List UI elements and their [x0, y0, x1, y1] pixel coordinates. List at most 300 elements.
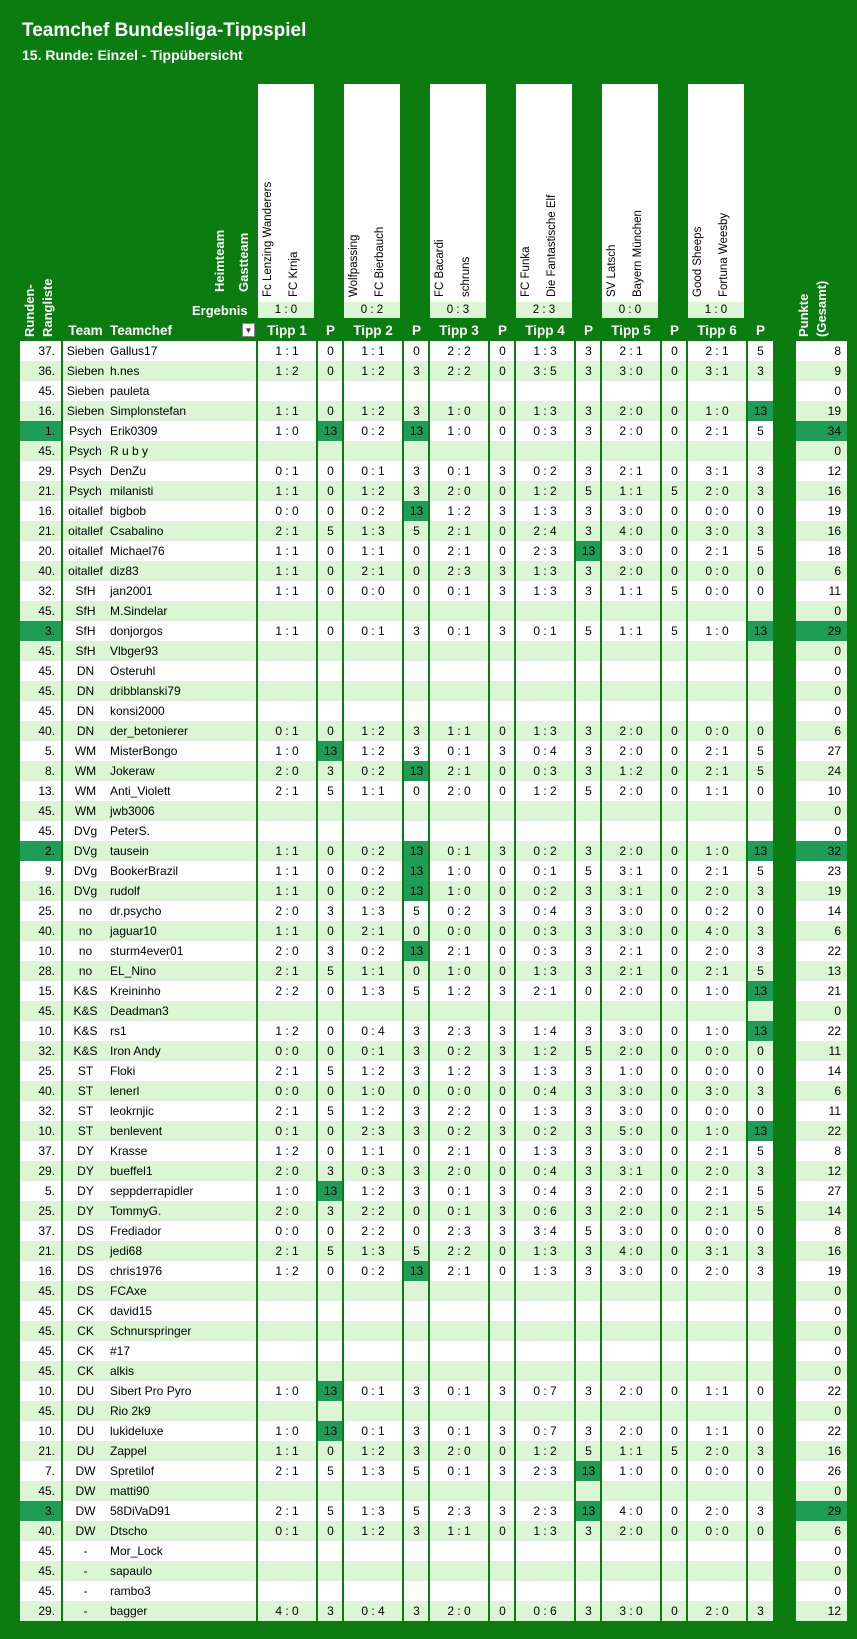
cell: 3: [413, 1124, 420, 1138]
cell: [576, 1541, 601, 1561]
cell: 0: [671, 404, 678, 418]
cell: 2 : 1: [705, 344, 729, 358]
cell: [688, 1301, 746, 1321]
runden-label-line2: Rangliste: [40, 278, 55, 337]
cell: 0: [834, 804, 841, 818]
cell: 1 : 2: [533, 484, 557, 498]
cell: 1 : 1: [275, 844, 299, 858]
cell: 0: [327, 1124, 334, 1138]
cell: 16.: [38, 1264, 55, 1278]
cell: DS: [77, 1244, 94, 1258]
cell: [404, 801, 429, 821]
cell: 0 : 4: [533, 1184, 557, 1198]
cell: Gallus17: [110, 344, 158, 358]
away-team-label: FC Bierbauch: [374, 226, 386, 297]
cell: 3: [499, 1064, 506, 1078]
cell: 1 : 3: [533, 964, 557, 978]
cell: Sieben: [66, 384, 105, 398]
cell: 3 : 0: [619, 364, 643, 378]
cell: 3: [327, 1204, 334, 1218]
cell: 0: [671, 784, 678, 798]
cell: 3: [585, 744, 592, 758]
cell: dr.psycho: [110, 904, 162, 918]
cell: 3: [585, 524, 592, 538]
cell: [662, 1361, 687, 1381]
cell: 45.: [38, 1004, 55, 1018]
cell: 3 : 0: [705, 1084, 729, 1098]
cell: 2 : 1: [275, 524, 299, 538]
cell: DU: [76, 1424, 95, 1438]
cell: 0: [671, 1264, 678, 1278]
cell: ST: [77, 1104, 94, 1118]
cell: 2 : 1: [447, 1144, 471, 1158]
cell: 0: [671, 1164, 678, 1178]
cell: 0: [834, 1584, 841, 1598]
cell: 1 : 3: [361, 1504, 385, 1518]
page-title: Teamchef Bundesliga-Tippspiel: [22, 20, 307, 41]
cell: K&S: [73, 984, 98, 998]
cell: 16.: [38, 504, 55, 518]
cell: 0: [499, 484, 506, 498]
cell: 0 : 3: [533, 944, 557, 958]
cell: [662, 1561, 687, 1581]
cell: 0: [499, 724, 506, 738]
cell: 5: [757, 344, 764, 358]
cell: [258, 1001, 316, 1021]
cell: [318, 641, 343, 661]
cell: 5: [757, 964, 764, 978]
cell: 0: [834, 1484, 841, 1498]
cell: [662, 1001, 687, 1021]
cell: 1 : 1: [275, 564, 299, 578]
cell: donjorgos: [110, 624, 163, 638]
cell: lenerl: [110, 1084, 140, 1098]
cell: 2 : 1: [619, 964, 643, 978]
cell: [662, 441, 687, 461]
home-team-label: Fc Lenzing Wanderers: [262, 181, 274, 297]
cell: 37.: [38, 1224, 55, 1238]
cell: 0: [671, 1604, 678, 1618]
cell: [688, 641, 746, 661]
cell: 0: [671, 924, 678, 938]
cell: 1 : 0: [275, 744, 299, 758]
cell: 0: [671, 544, 678, 558]
cell: 13: [404, 421, 429, 441]
cell: 1 : 2: [361, 724, 385, 738]
cell: 5: [327, 784, 334, 798]
cell: 0: [757, 1104, 764, 1118]
cell: 2 : 1: [275, 1104, 299, 1118]
cell: 0 : 0: [705, 1524, 729, 1538]
cell: [602, 1561, 660, 1581]
cell: [688, 601, 746, 621]
cell: 2 : 1: [705, 544, 729, 558]
cell: 3: [413, 404, 420, 418]
cell: 7.: [44, 1464, 55, 1478]
cell: 2 : 1: [705, 1204, 729, 1218]
cell: 13: [404, 841, 429, 861]
cell: 13: [318, 741, 343, 761]
cell: sturm4ever01: [110, 944, 184, 958]
cell: [516, 681, 574, 701]
cell: 0: [327, 884, 334, 898]
cell: DN: [76, 684, 95, 698]
cell: 3: [585, 564, 592, 578]
cell: 1 : 3: [361, 1464, 385, 1478]
cell: MisterBongo: [110, 744, 178, 758]
cell: 0: [499, 884, 506, 898]
cell: 2 : 1: [705, 1184, 729, 1198]
cell: 3: [327, 764, 334, 778]
cell: 8: [834, 1224, 841, 1238]
cell: 3: [499, 1504, 506, 1518]
cell: 0: [757, 904, 764, 918]
cell: [516, 381, 574, 401]
cell: 1 : 0: [705, 844, 729, 858]
cell: 1 : 1: [275, 864, 299, 878]
p-header: P: [583, 323, 593, 338]
cell: [662, 1541, 687, 1561]
cell: 5: [585, 784, 592, 798]
cell: [602, 821, 660, 841]
cell: 3 : 1: [705, 364, 729, 378]
cell: 0: [757, 1064, 764, 1078]
cell: 1 : 0: [275, 1384, 299, 1398]
cell: dribblanski79: [110, 684, 181, 698]
cell: 3: [757, 924, 764, 938]
cell: 0 : 2: [533, 464, 557, 478]
cell: [576, 441, 601, 461]
cell: 3: [585, 344, 592, 358]
cell: [748, 661, 773, 681]
cell: 3: [757, 484, 764, 498]
cell: 18: [827, 544, 841, 558]
cell: 40.: [38, 1084, 55, 1098]
cell: [516, 1361, 574, 1381]
cell: 1 : 0: [447, 864, 471, 878]
away-team-label: Die Fantastische Elf: [546, 194, 558, 297]
cell: [576, 1361, 601, 1381]
cell: 32.: [38, 584, 55, 598]
match-result: 0 : 3: [430, 302, 486, 318]
cell: [318, 821, 343, 841]
cell: 0: [499, 784, 506, 798]
cell: CK: [77, 1344, 94, 1358]
cell: [748, 1361, 773, 1381]
cell: 1 : 0: [275, 1184, 299, 1198]
cell: 2 : 3: [447, 1224, 471, 1238]
cell: [516, 1481, 574, 1501]
cell: [688, 1361, 746, 1381]
cell: DY: [77, 1204, 94, 1218]
cell: 3: [413, 1044, 420, 1058]
cell: DN: [76, 704, 95, 718]
cell: [662, 661, 687, 681]
cell: Erik0309: [110, 424, 158, 438]
cell: [258, 801, 316, 821]
cell: [576, 1481, 601, 1501]
cell: 1 : 0: [705, 404, 729, 418]
cell: 13: [748, 1021, 773, 1041]
cell: konsi2000: [110, 704, 165, 718]
cell: 2 : 0: [705, 1164, 729, 1178]
cell: 2.: [20, 841, 61, 861]
cell: 2 : 0: [447, 1604, 471, 1618]
cell: 1 : 0: [275, 424, 299, 438]
cell: 3: [585, 464, 592, 478]
cell: 3: [585, 1264, 592, 1278]
cell: [318, 601, 343, 621]
cell: Spretilof: [110, 1464, 155, 1478]
cell: [430, 641, 488, 661]
cell: 1 : 3: [361, 984, 385, 998]
cell: [490, 1541, 515, 1561]
cell: Psych: [69, 424, 102, 438]
cell: 13: [318, 421, 343, 441]
cell: 1 : 1: [275, 884, 299, 898]
cell: [748, 1541, 773, 1561]
cell: [576, 1321, 601, 1341]
cell: [748, 1281, 773, 1301]
cell: 25.: [38, 1204, 55, 1218]
cell: 3: [757, 1264, 764, 1278]
cell: 5: [327, 1064, 334, 1078]
cell: rs1: [110, 1024, 127, 1038]
cell: [516, 1401, 574, 1421]
cell: 1 : 2: [275, 1144, 299, 1158]
cell: 0 : 0: [705, 1224, 729, 1238]
cell: [490, 661, 515, 681]
cell: 13: [318, 1381, 343, 1401]
cell: [576, 801, 601, 821]
cell: 5: [757, 1184, 764, 1198]
cell: 13: [404, 861, 429, 881]
cell: 2 : 3: [447, 1024, 471, 1038]
cell: [430, 1401, 488, 1421]
cell: 2 : 0: [619, 1384, 643, 1398]
cell: 0: [671, 1384, 678, 1398]
green-band: [847, 340, 857, 1639]
cell: [748, 1581, 773, 1601]
cell: 3: [499, 984, 506, 998]
cell: 0: [327, 504, 334, 518]
cell: 0 : 0: [705, 1104, 729, 1118]
cell: [318, 1321, 343, 1341]
cell: [516, 1581, 574, 1601]
cell: 3: [499, 1204, 506, 1218]
cell: jan2001: [110, 584, 153, 598]
cell: 2 : 0: [705, 1504, 729, 1518]
cell: 0: [757, 1524, 764, 1538]
cell: [318, 1581, 343, 1601]
filter-dropdown-button[interactable]: ▼: [242, 323, 255, 337]
cell: [748, 601, 773, 621]
cell: 0: [327, 1224, 334, 1238]
cell: [576, 641, 601, 661]
cell: 3: [499, 1384, 506, 1398]
cell: 5: [757, 744, 764, 758]
cell: 22: [827, 1024, 841, 1038]
cell: 16.: [38, 404, 55, 418]
cell: 0: [834, 1284, 841, 1298]
cell: 3: [585, 964, 592, 978]
tipp-header: Tipp 1: [267, 323, 307, 338]
cell: 1 : 2: [533, 1444, 557, 1458]
cell: 1 : 1: [275, 404, 299, 418]
cell: 0: [413, 544, 420, 558]
cell: 2 : 1: [447, 544, 471, 558]
cell: 22: [827, 1124, 841, 1138]
cell: 2 : 1: [275, 784, 299, 798]
cell: 6: [834, 1524, 841, 1538]
cell: 3: [585, 1244, 592, 1258]
cell: matti90: [110, 1484, 150, 1498]
cell: 0 : 0: [705, 584, 729, 598]
cell: 0: [671, 364, 678, 378]
cell: [344, 1281, 402, 1301]
cell: [576, 1561, 601, 1581]
cell: 0 : 1: [447, 1464, 471, 1478]
cell: [258, 681, 316, 701]
cell: [748, 1001, 773, 1021]
cell: [404, 1281, 429, 1301]
tipp-header: Tipp 4: [525, 323, 565, 338]
cell: 0: [671, 1464, 678, 1478]
cell: 0: [413, 964, 420, 978]
cell: SfH: [75, 584, 96, 598]
cell: 0: [671, 1144, 678, 1158]
cell: [662, 801, 687, 821]
cell: 1 : 2: [361, 1524, 385, 1538]
cell: ST: [77, 1124, 94, 1138]
cell: 0: [499, 964, 506, 978]
cell: 0: [834, 664, 841, 678]
cell: 0 : 2: [533, 1124, 557, 1138]
cell: 0: [671, 984, 678, 998]
cell: 3: [413, 484, 420, 498]
cell: 0: [327, 1264, 334, 1278]
cell: 0: [413, 344, 420, 358]
cell: DY: [77, 1164, 94, 1178]
cell: [344, 1321, 402, 1341]
cell: [490, 1341, 515, 1361]
cell: [258, 1481, 316, 1501]
cell: Sieben: [66, 404, 105, 418]
cell: 1 : 0: [705, 624, 729, 638]
cell: 0: [499, 344, 506, 358]
cell: 3: [585, 424, 592, 438]
cell: 12: [827, 1604, 841, 1618]
cell: 25.: [38, 1064, 55, 1078]
cell: 1 : 0: [705, 984, 729, 998]
cell: [258, 821, 316, 841]
cell: 0 : 1: [361, 464, 385, 478]
cell: 21.: [38, 484, 55, 498]
cell: [490, 601, 515, 621]
cell: 21.: [38, 524, 55, 538]
away-team-label: FC Krnja: [288, 251, 300, 297]
cell: oitallef: [68, 564, 103, 578]
cell: 19: [827, 404, 841, 418]
cell: jedi68: [110, 1244, 143, 1258]
cell: 1 : 0: [619, 1464, 643, 1478]
column-divider: [256, 340, 258, 1639]
cell: 0: [671, 1524, 678, 1538]
cell: [430, 1341, 488, 1361]
cell: 45.: [38, 1364, 55, 1378]
team-header: Team: [68, 323, 103, 338]
cell: 0 : 2: [533, 844, 557, 858]
cell: DS: [77, 1224, 94, 1238]
cell: 3.: [20, 621, 61, 641]
cell: WM: [74, 764, 97, 778]
cell: 3 : 1: [619, 864, 643, 878]
cell: 3: [413, 1164, 420, 1178]
cell: bigbob: [110, 504, 147, 518]
cell: 0: [327, 624, 334, 638]
cell: DVg: [73, 884, 98, 898]
cell: 5: [327, 1244, 334, 1258]
cell: 5.: [44, 744, 55, 758]
cell: 0: [834, 444, 841, 458]
cell: 3: [413, 744, 420, 758]
cell: no: [78, 904, 93, 918]
cell: 0: [671, 1424, 678, 1438]
cell: 5: [757, 764, 764, 778]
cell: 5: [585, 864, 592, 878]
teamchef-header: Teamchef: [110, 323, 173, 338]
cell: 3 : 0: [619, 1084, 643, 1098]
cell: 27: [827, 744, 841, 758]
cell: 3: [499, 904, 506, 918]
cell: PeterS.: [110, 824, 151, 838]
cell: [258, 1341, 316, 1361]
cell: 3: [585, 504, 592, 518]
cell: 0: [757, 1384, 764, 1398]
cell: DW: [75, 1484, 96, 1498]
page-subtitle: 15. Runde: Einzel - Tippübersicht: [22, 47, 243, 63]
cell: [404, 1001, 429, 1021]
cell: 3: [499, 564, 506, 578]
cell: seppderrapidler: [110, 1184, 194, 1198]
cell: 0: [671, 464, 678, 478]
cell: 0 : 0: [705, 1464, 729, 1478]
cell: 0: [499, 1244, 506, 1258]
cell: [490, 1301, 515, 1321]
cell: 19: [827, 504, 841, 518]
cell: 3: [585, 904, 592, 918]
cell: [344, 1401, 402, 1421]
cell: david15: [110, 1304, 153, 1318]
cell: 45.: [38, 384, 55, 398]
cell: 1 : 1: [705, 784, 729, 798]
cell: 3: [585, 1104, 592, 1118]
cell: 0: [757, 1464, 764, 1478]
cell: bagger: [110, 1604, 148, 1618]
cell: 0: [757, 724, 764, 738]
cell: 3: [585, 584, 592, 598]
cell: 1 : 1: [275, 1444, 299, 1458]
cell: 40.: [38, 724, 55, 738]
cell: 1 : 2: [533, 1044, 557, 1058]
cell: 0: [671, 1204, 678, 1218]
cell: 45.: [38, 664, 55, 678]
p-header: P: [497, 323, 507, 338]
cell: Sieben: [66, 364, 105, 378]
cell: 45.: [38, 604, 55, 618]
cell: Frediador: [110, 1224, 162, 1238]
cell: 1 : 1: [275, 344, 299, 358]
